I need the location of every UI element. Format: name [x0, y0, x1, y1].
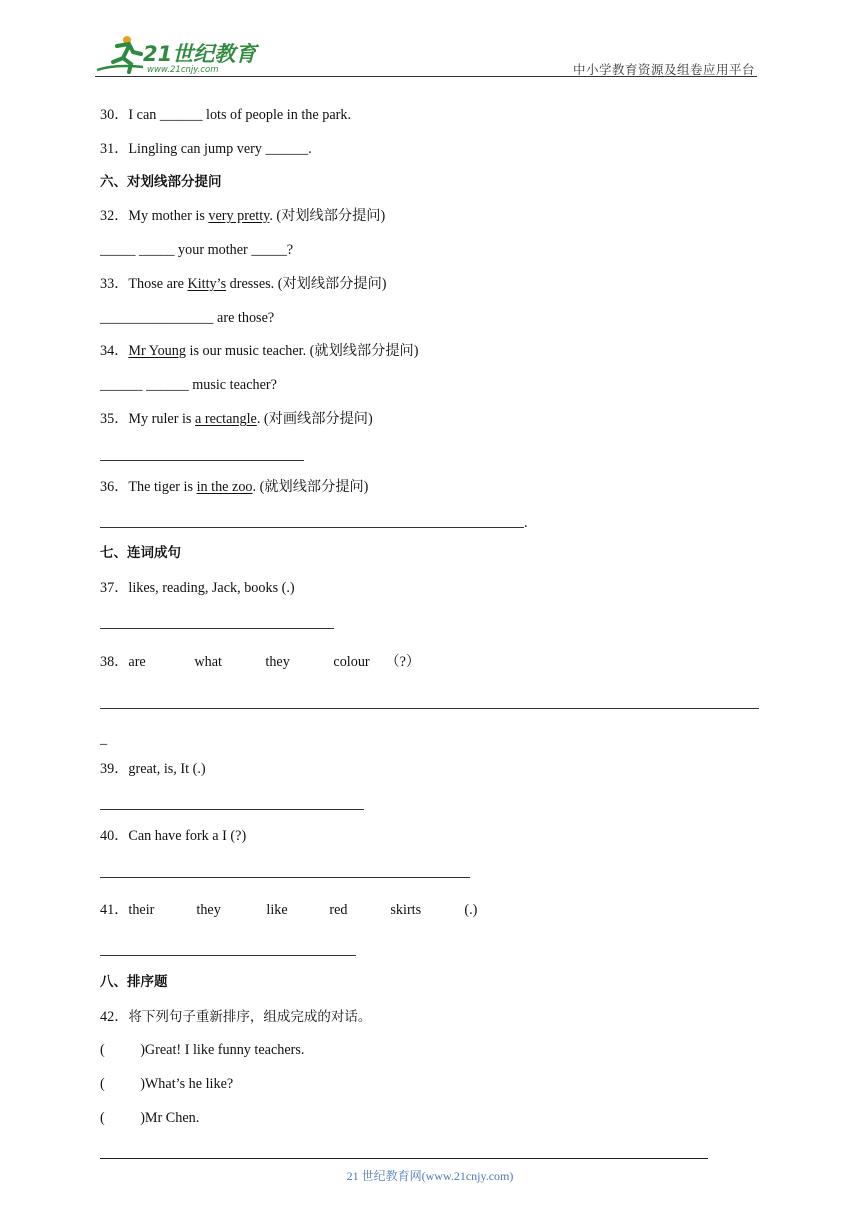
word: their [128, 902, 155, 918]
question-number: 31． [100, 141, 129, 157]
answer-line-36[interactable] [100, 527, 524, 528]
question-40: 40．Can have fork a I (?) [100, 828, 247, 844]
question-35: 35．My ruler is a rectangle. (对画线部分提问) [100, 411, 373, 427]
answer-line-37[interactable] [100, 628, 334, 629]
underlined-phrase: Kitty’s [187, 276, 227, 292]
header-slogan: 中小学教育资源及组卷应用平台 [572, 62, 755, 77]
dialogue-item-1[interactable]: ( )Great! I like funny teachers. [100, 1042, 305, 1058]
question-42: 42．将下列句子重新排序，组成完成的对话。 [100, 1009, 372, 1025]
question-text: I can ______ lots of people in the park. [128, 107, 351, 123]
word: (.) [464, 902, 478, 918]
header-divider [95, 76, 757, 77]
underlined-phrase: Mr Young [128, 343, 186, 359]
footer-link[interactable]: 21 世纪教育网(www.21cnjy.com) [346, 1169, 514, 1183]
word: what [194, 654, 222, 670]
word: （?） [385, 654, 421, 670]
answer-33: ________________ are those? [100, 310, 275, 326]
word: skirts [390, 902, 422, 918]
answer-line-39[interactable] [100, 809, 364, 810]
dialogue-item-3[interactable]: ( )Mr Chen. [100, 1110, 200, 1126]
answer-line-41[interactable] [100, 955, 356, 956]
logo-text: 21世纪教育 [143, 42, 257, 66]
dialogue-item-2[interactable]: ( )What’s he like? [100, 1076, 234, 1092]
section-7-heading: 七、连词成句 [100, 545, 181, 561]
question-33: 33．Those are Kitty’s dresses. (对划线部分提问) [100, 276, 387, 292]
underlined-phrase: a rectangle [195, 411, 257, 427]
question-30 [100, 108, 351, 122]
underlined-phrase: in the zoo [196, 479, 253, 495]
word: colour [333, 654, 370, 670]
answer-line-38[interactable] [100, 708, 759, 709]
page-header [95, 34, 757, 78]
word: they [196, 902, 221, 918]
word: they [265, 654, 290, 670]
question-36: 36．The tiger is in the zoo. (就划线部分提问) [100, 479, 369, 495]
answer-32: _____ _____ your mother _____? [100, 242, 294, 258]
underlined-phrase: very pretty [208, 208, 270, 224]
question-34: 34．Mr Young is our music teacher. (就划线部分提问) [100, 343, 419, 359]
question-39: 39．great, is, It (.) [100, 761, 206, 777]
answer-38-tail: _ [100, 731, 108, 747]
word: red [329, 902, 348, 918]
question-31 [100, 142, 312, 156]
word: like [266, 902, 288, 918]
question-37: 37．likes, reading, Jack, books (.) [100, 580, 295, 596]
footer-divider [100, 1158, 708, 1159]
section-8-heading: 八、排序题 [100, 974, 168, 990]
answer-34: ______ ______ music teacher? [100, 377, 277, 393]
logo-21cnjy [95, 34, 265, 76]
answer-36-period: . [524, 515, 528, 531]
question-32: 32．My mother is very pretty. (对划线部分提问) [100, 208, 386, 224]
logo-url: www.21cnjy.com [147, 65, 219, 75]
answer-line-40[interactable] [100, 877, 470, 878]
question-38: 38．are what they colour （?） [100, 654, 421, 670]
question-41: 41．their they like red skirts (.) [100, 902, 478, 918]
answer-line-35[interactable] [100, 460, 304, 461]
question-number: 30． [100, 107, 129, 123]
question-text: Lingling can jump very ______. [128, 141, 312, 157]
word: are [128, 654, 146, 670]
section-6-heading: 六、对划线部分提问 [100, 174, 222, 190]
